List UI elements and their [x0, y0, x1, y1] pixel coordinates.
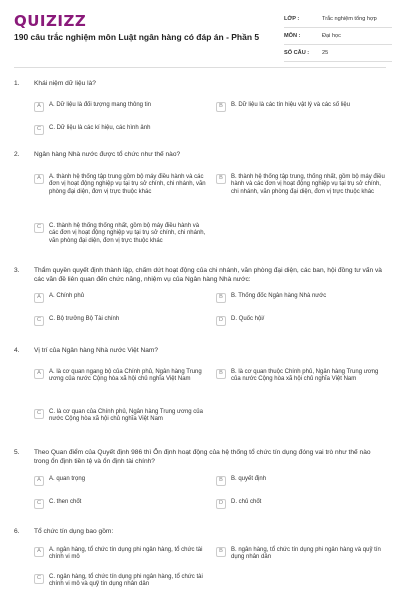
option-text: C. Dữ liệu là các kí hiệu, các hình ảnh — [49, 124, 151, 131]
question-number: 2. — [14, 151, 20, 158]
option-c[interactable] — [34, 316, 206, 326]
option-list — [34, 473, 386, 517]
option-b[interactable] — [216, 547, 388, 562]
question-1 — [14, 80, 386, 140]
option-text: C. là cơ quan của Chính phủ, Ngân hàng Trung ương của nước Cộng hòa xã hội chủ nghĩa Việt Nam — [49, 408, 203, 423]
option-b[interactable] — [216, 174, 388, 197]
question-text: Thẩm quyền quyết định thành lập, chấm dứt hoạt động của chi nhánh, văn phòng đại diện, các ban, hội đồng tư vấn và các văn đề liên quan đến chức năng, nhiệm vụ của Ngân hàng Nhà nước: — [34, 267, 382, 283]
option-d[interactable] — [216, 316, 388, 326]
option-b[interactable] — [216, 102, 386, 112]
option-list — [34, 363, 386, 443]
meta-key: SỐ CÂU : — [284, 50, 310, 56]
question-5 — [14, 449, 386, 517]
option-text: D. Quốc hội/ — [231, 316, 265, 323]
page-title: 190 câu trắc nghiệm môn Luật ngân hàng có đáp án - Phần 5 — [14, 32, 260, 42]
option-a[interactable] — [34, 476, 206, 486]
option-text: B. là cơ quan thuộc Chính phủ, Ngân hàng Trung ương của nước Cộng hòa xã hội chủ nghĩa Việt Nam — [231, 368, 379, 383]
option-text: A. ngân hàng, tổ chức tín dụng phi ngân hàng, tổ chức tài chính vi mô — [49, 546, 203, 561]
option-letter: A — [34, 102, 44, 112]
meta-row-count — [284, 45, 392, 62]
option-letter: D — [216, 316, 226, 326]
option-letter: A — [34, 293, 44, 303]
option-list — [34, 96, 386, 140]
question-text: Tổ chức tín dụng bao gồm: — [34, 528, 114, 535]
option-letter: A — [34, 174, 44, 184]
header-divider — [14, 67, 386, 68]
question-number: 6. — [14, 528, 20, 535]
option-list — [34, 544, 386, 600]
option-letter: C — [34, 223, 44, 233]
option-letter: B — [216, 174, 226, 184]
option-list — [34, 291, 386, 335]
option-a[interactable] — [34, 369, 206, 384]
option-letter: A — [34, 547, 44, 557]
option-d[interactable] — [216, 499, 388, 509]
option-letter: B — [216, 547, 226, 557]
meta-row-subject — [284, 28, 392, 45]
option-text: C. Bộ trưởng Bộ Tài chính — [49, 316, 120, 323]
option-list — [34, 167, 386, 267]
question-2 — [14, 151, 386, 267]
question-number: 3. — [14, 267, 20, 274]
option-a[interactable] — [34, 174, 206, 197]
option-letter: C — [34, 574, 44, 584]
option-text: B. Thống đốc Ngân hàng Nhà nước — [231, 293, 327, 300]
option-letter: C — [34, 409, 44, 419]
option-c[interactable] — [34, 409, 206, 424]
option-b[interactable] — [216, 476, 388, 486]
option-b[interactable] — [216, 293, 388, 303]
option-letter: B — [216, 102, 226, 112]
option-text: D. chủ chốt — [231, 499, 262, 506]
meta-row-class — [284, 11, 392, 28]
option-c[interactable] — [34, 574, 206, 589]
question-text: Theo Quan điểm của Quyết định 986 thì Ổn định hoạt động của hệ thống tổ chức tín dụng đóng vai trò như thế nào trong ổn định tiền tệ và ổn định tài chính? — [34, 449, 371, 465]
meta-key: MÔN : — [284, 33, 301, 39]
option-a[interactable] — [34, 102, 204, 112]
option-text: A. Dữ liệu là đối tượng mang thông tin — [49, 101, 152, 108]
question-6 — [14, 528, 386, 600]
option-letter: D — [216, 499, 226, 509]
option-letter: C — [34, 316, 44, 326]
meta-value: Đại học — [322, 33, 341, 39]
option-b[interactable] — [216, 369, 388, 384]
meta-value: 25 — [322, 50, 329, 56]
question-4 — [14, 347, 386, 443]
question-text: Khái niệm dữ liệu là? — [34, 80, 96, 87]
option-letter: A — [34, 369, 44, 379]
option-text: B. thành hệ thống tập trung, thống nhất, gồm bộ máy điều hành và các đơn vị hoạt động nghiệp vụ tại trụ sở chính, chi nhánh, văn phòng đại diện, đơn vị trực thuộc khác — [231, 173, 385, 195]
option-c[interactable] — [34, 223, 206, 246]
option-c[interactable] — [34, 125, 204, 135]
option-letter: B — [216, 293, 226, 303]
option-text: B. quyết định — [231, 476, 267, 483]
question-number: 1. — [14, 80, 20, 87]
option-letter: B — [216, 369, 226, 379]
option-text: A. quan trọng — [49, 476, 86, 483]
option-letter: C — [34, 499, 44, 509]
meta-value: Trắc nghiệm tổng hợp — [322, 16, 377, 22]
option-text: A. Chính phủ — [49, 293, 85, 300]
option-text: B. ngân hàng, tổ chức tín dụng phi ngân hàng và quỹ tín dụng nhân dân — [231, 546, 381, 561]
question-text: Ngân hàng Nhà nước được tổ chức như thế nào? — [34, 151, 181, 158]
option-text: C. ngân hàng, tổ chức tín dụng phi ngân hàng, tổ chức tài chính vi mô và quỹ tín dụng nhân dân — [49, 573, 203, 588]
question-number: 5. — [14, 449, 20, 456]
option-text: B. Dữ liệu là các tín hiệu vật lý và các số liệu — [231, 101, 351, 108]
option-text: A. thành hệ thống tập trung gồm bộ máy điều hành và các đơn vị hoạt động nghiệp vụ tại trụ sở chính, chi nhánh, văn phòng đại diện, đơn vị trực thuộc khác — [49, 173, 206, 195]
option-letter: C — [34, 125, 44, 135]
option-text: A. là cơ quan ngang bộ của Chính phủ, Ngân hàng Trung ương của nước Cộng hòa xã hội chủ nghĩa Việt Nam — [49, 368, 202, 383]
meta-table — [284, 11, 392, 62]
meta-key: LỚP : — [284, 16, 300, 22]
option-letter: B — [216, 476, 226, 486]
document-header — [0, 0, 400, 70]
question-text: Vị trí của Ngân hàng Nhà nước Việt Nam? — [34, 347, 159, 354]
quizizz-logo: QUIZIZZ — [14, 12, 87, 30]
question-3 — [14, 267, 386, 335]
option-text: C. then chốt — [49, 499, 82, 506]
option-letter: A — [34, 476, 44, 486]
option-c[interactable] — [34, 499, 206, 509]
question-number: 4. — [14, 347, 20, 354]
option-text: C. thành hệ thống thống nhất, gồm bộ máy điều hành và các đơn vị hoạt động nghiệp vụ tại trụ sở chính, chi nhánh, văn phòng đại diện, đơn vị trực thuộc khác — [49, 222, 206, 244]
option-a[interactable] — [34, 293, 206, 303]
option-a[interactable] — [34, 547, 206, 562]
